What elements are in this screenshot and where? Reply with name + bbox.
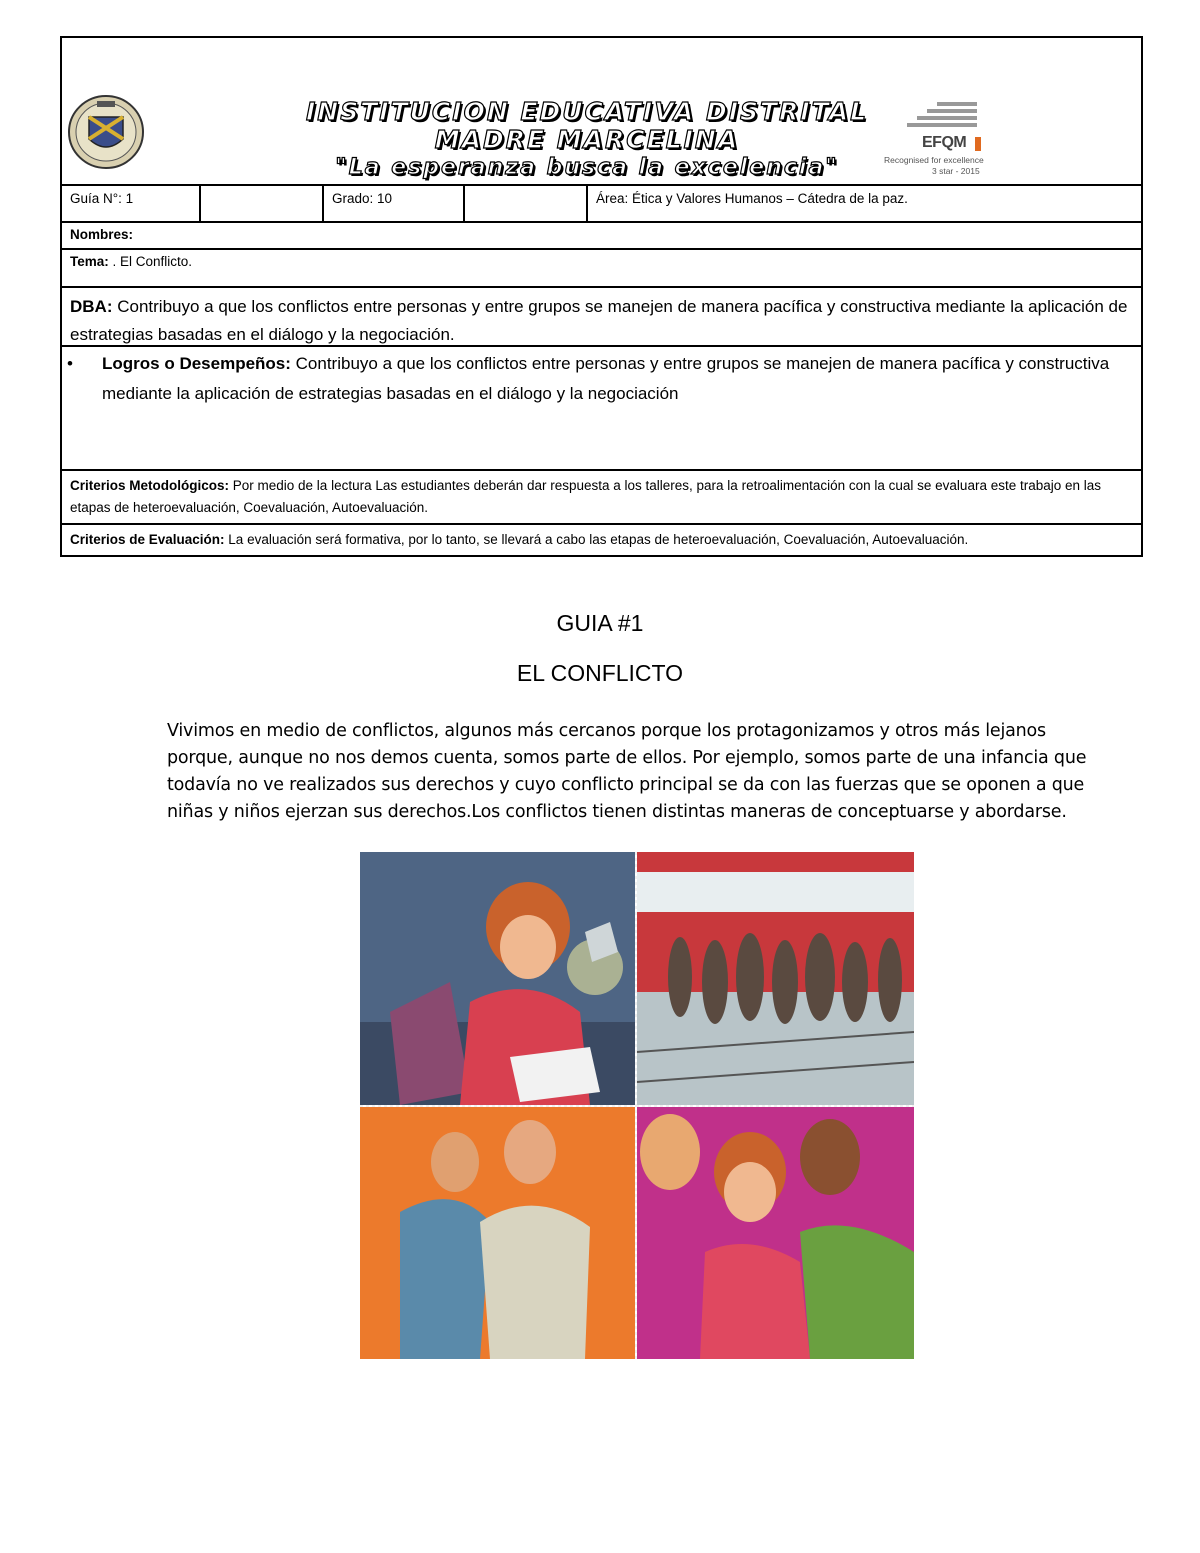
school-name-line2: MADRE MARCELINA [434, 125, 740, 154]
school-motto: "La esperanza busca la excelencia" [335, 155, 839, 180]
guide-info-row [62, 186, 1141, 223]
efqm-logo [882, 100, 987, 180]
efqm-subtitle: Recognised for excellence [884, 155, 984, 165]
dba-text: Contribuyo a que los conflictos entre personas y entre grupos se manejen de manera pacífica y constructiva mediante la aplicación de estrategias basadas en el diálogo y la negociación. [70, 297, 1128, 344]
dba-row [62, 288, 1141, 347]
efqm-year: 3 star - 2015 [932, 166, 980, 176]
school-banner [62, 38, 1141, 186]
school-crest-logo [67, 93, 145, 171]
dba-label: DBA: [70, 297, 113, 316]
methodological-criteria-row [62, 471, 1141, 525]
school-name-block [172, 98, 1002, 182]
topic-label: Tema: [70, 254, 109, 269]
bullet-icon: • [67, 354, 73, 373]
topic-row [62, 250, 1141, 288]
guide-number-blank [201, 186, 324, 221]
guide-subtitle: EL CONFLICTO [516, 660, 684, 686]
guide-number: Guía N°: 1 [62, 186, 201, 221]
efqm-bars-icon [882, 100, 977, 134]
grade: Grado: 10 [324, 186, 465, 221]
guide-title: GUIA #1 [556, 610, 644, 636]
efqm-orange-mark [975, 137, 981, 151]
panel-studying-girl [360, 852, 635, 1105]
achievements-label: Logros o Desempeños: [102, 354, 291, 373]
panel-men-arguing [360, 1107, 635, 1359]
names-row [62, 223, 1141, 250]
methodological-criteria-label: Criterios Metodológicos: [70, 478, 230, 493]
panel-bus-queue [637, 852, 914, 1105]
evaluation-criteria-row [62, 525, 1141, 555]
efqm-wordmark: EFQM [922, 134, 967, 151]
names-label: Nombres: [70, 227, 134, 242]
school-name-line1: INSTITUCION EDUCATIVA DISTRITAL [305, 97, 868, 126]
subject-area: Área: Ética y Valores Humanos – Cátedra de la paz. [596, 191, 908, 206]
topic-value: . El Conflicto. [108, 254, 193, 269]
evaluation-criteria-text: La evaluación será formativa, por lo tanto, se llevará a cabo las etapas de heteroevaluación, Coevaluación, Autoevaluación. [224, 532, 969, 547]
evaluation-criteria-label: Criterios de Evaluación: [70, 532, 225, 547]
grade-blank [465, 186, 588, 221]
achievements-row [62, 347, 1141, 471]
panel-girl-between-boys [637, 1107, 914, 1359]
header-table [60, 36, 1143, 557]
intro-paragraph: Vivimos en medio de conflictos, algunos más cercanos porque los protagonizamos y otros más lejanos porque, aunque no nos demos cuenta, somos parte de ellos. Por ejemplo, somos parte de una infancia que todavía no ve realizados sus derechos y cuyo conflicto principal se da con las fuerzas que se oponen a que niñas y niños ejerzan sus derechos.Los conflictos tienen distintas maneras de conceptuarse y abordarse. [167, 721, 1087, 822]
conflict-illustration [360, 852, 914, 1359]
conflict-illustration-svg [360, 852, 914, 1359]
methodological-criteria-text: Por medio de la lectura Las estudiantes deberán dar respuesta a los talleres, para la retroalimentación con la cual se evaluara este trabajo en las etapas de heteroevaluación, Coevaluación, Autoevaluación. [70, 478, 1102, 515]
achievements-text: Contribuyo a que los conflictos entre personas y entre grupos se manejen de manera pacífica y constructiva mediante la aplicación de estrategias basadas en el diálogo y la negociación [102, 354, 1110, 403]
